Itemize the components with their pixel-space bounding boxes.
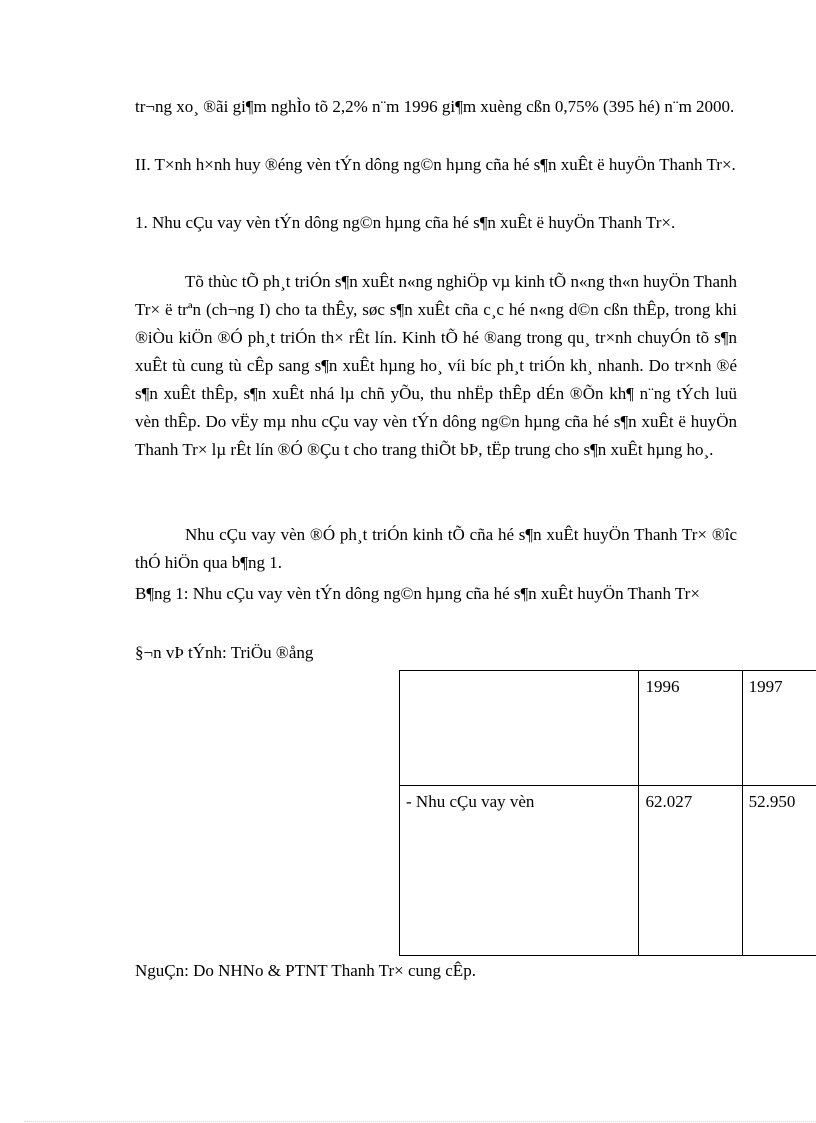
table-header-row <box>400 671 816 786</box>
table-header-year-1997: 1997 <box>742 671 816 786</box>
source-note: NguÇn: Do NHNo & PTNT Thanh Tr× cung cÊp. <box>135 961 476 980</box>
section-heading: II. T×nh h×nh huy ®éng vèn tÝn dông ng©n hµng cña hé s¶n xuÊt ë huyÖn Thanh Tr×. <box>135 155 736 174</box>
table-header-year-1996: 1996 <box>639 671 742 786</box>
body-paragraph-table-ref: Nhu cÇu vay vèn ®Ó ph¸t triÓn kinh tÕ cña hé s¶n xuÊt huyÖn Thanh Tr× ®îc thÓ hiÖn qua b¶ng 1. <box>135 525 737 572</box>
footer-divider <box>24 1121 816 1122</box>
table-row-label: - Nhu cÇu vay vèn <box>400 786 639 956</box>
paragraph-intro: tr¬ng xo¸ ®ãi gi¶m nghÌo tõ 2,2% n¨m 1996 gi¶m xuèng cßn 0,75% (395 hé) n¨m 2000. <box>135 97 735 116</box>
table-header-label-cell <box>400 671 639 786</box>
subsection-heading: 1. Nhu cÇu vay vèn tÝn dông ng©n hµng cña hé s¶n xuÊt ë huyÖn Thanh Tr×. <box>135 213 676 232</box>
table-cell-1997: 52.950 <box>742 786 816 956</box>
table-caption: B¶ng 1: Nhu cÇu vay vèn tÝn dông ng©n hµng cña hé s¶n xuÊt huyÖn Thanh Tr× <box>135 584 700 603</box>
table-row <box>400 786 816 956</box>
data-table <box>399 670 816 956</box>
body-paragraph: Tõ thùc tÕ ph¸t triÓn s¶n xuÊt n«ng nghiÖp vµ kinh tÕ n«ng th«n huyÖn Thanh Tr× ë trªn (ch¬ng I) cho ta thÊy, søc s¶n xuÊt cña c¸c hé n«ng d©n cßn thÊp, trong khi ®iÒu kiÖn ®Ó ph¸t triÓn th× rÊt lín. Kinh tÕ hé ®ang trong qu¸ tr×nh chuyÓn tõ s¶n xuÊt tù cung tù cÊp sang s¶n xuÊt hµng ho¸ víi bíc ph¸t triÓn kh¸ nhanh. Do tr×nh ®é s¶n xuÊt thÊp, s¶n xuÊt nhá lµ chñ yÕu, thu nhËp thÊp dÉn ®Õn kh¶ n¨ng tÝch luü vèn thÊp. Do vËy mµ nhu cÇu vay vèn tÝn dông ng©n hµng cña hé s¶n xuÊt ë huyÖn Thanh Tr× lµ rÊt lín ®Ó ®Çu t cho trang thiÕt bÞ, tËp trung cho s¶n xuÊt hµng ho¸. <box>135 272 737 459</box>
unit-note: §¬n vÞ tÝnh: TriÖu ®ång <box>135 643 314 662</box>
table-container <box>399 670 816 956</box>
table-cell-1996: 62.027 <box>639 786 742 956</box>
